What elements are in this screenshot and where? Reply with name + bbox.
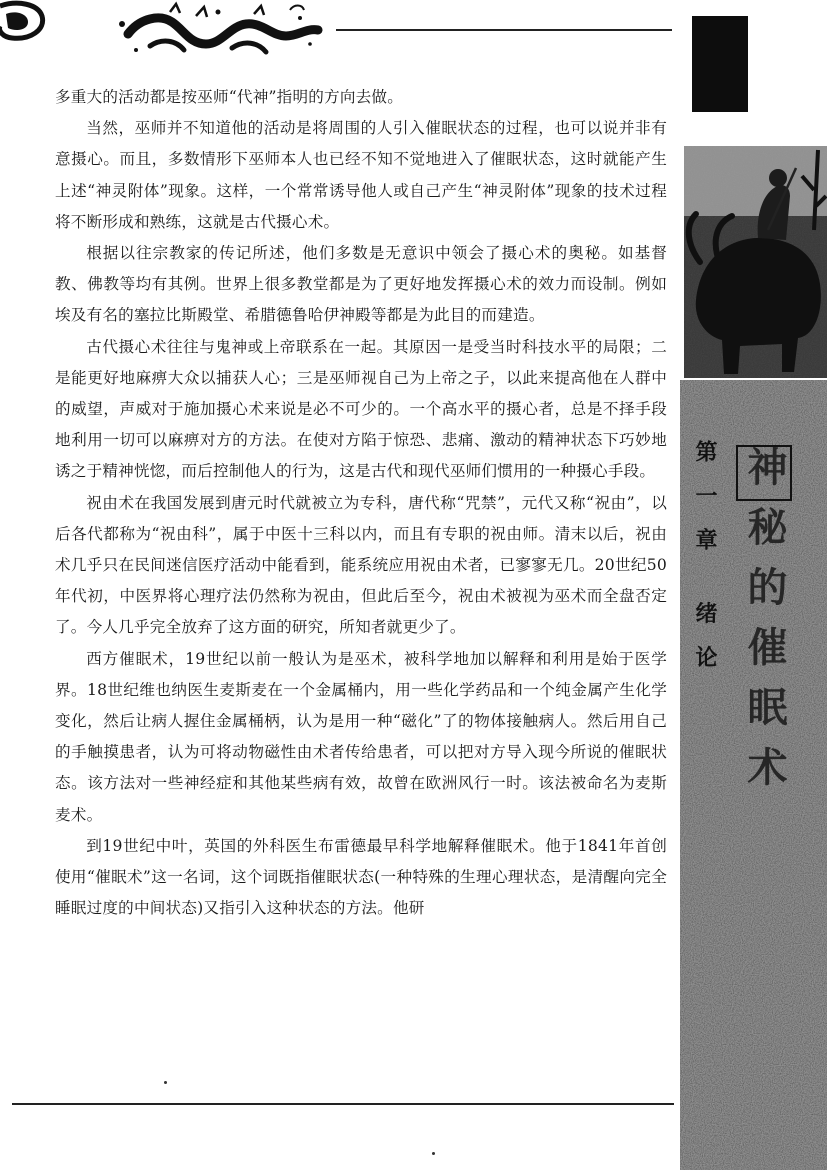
paragraph: 根据以往宗教家的传记所述，他们多数是无意识中领会了摄心术的奥秘。如基督教、佛教等均有其例。世界上很多教堂都是为了更好地发挥摄心术的效力而设制。例如埃及有名的塞拉比斯殿堂、希腊德鲁哈伊神殿等都是为此目的而建造。 [55,244,667,325]
paragraph: 到19世纪中叶，英国的外科医生布雷德最早科学地解释催眠术。他于1841年首创使用“催眠术”这一名词，这个词既指催眠状态(一种特殊的生理心理状态，是清醒向完全睡眠过度的中间状态)又指引入这种状态的方法。他研 [55,836,667,918]
paragraph: 西方催眠术，19世纪以前一般认为是巫术，被科学地加以解释和利用是始于医学界。18世纪维也纳医生麦斯麦在一个金属桶内，用一些化学药品和一个纯金属产生化学变化，然后让病人握住金属桶柄，认为是用一种“磁化”了的物体接触病人。然后用自己的手触摸患者，认为可将动物磁性由术者传给患者，可以把对方导入现今所说的催眠状态。该方法对一些神经症和其他某些病有效，故曾在欧洲风行一时。该法被命名为麦斯麦术。 [55,649,667,824]
paragraph: 多重大的活动都是按巫师“代神”指明的方向去做。 [55,88,404,106]
chapter-label: 第一章 绪论 [692,440,717,690]
scan-speck [164,1081,167,1084]
footer-rule [12,1103,674,1105]
page-header [0,0,690,70]
dragon-ornament-icon [0,0,340,70]
paragraph: 当然，巫师并不知道他的活动是将周围的人引入催眠状态的过程，也可以说并非有意摄心。而且，多数情形下巫师本人也已经不知不觉地进入了催眠状态，这时就能产生上述“神灵附体”现象。这样，一个常常诱导他人或自己产生“神灵附体”现象的技术过程将不断形成和熟练，这就是古代摄心术。 [55,119,667,231]
paragraph: 古代摄心术往往与鬼神或上帝联系在一起。其原因一是受当时科技水平的局限；二是能更好地麻痹大众以捕获人心；三是巫师视自己为上帝之子，以此来提高他在人群中的威望，声威对于施加摄心术来说是必不可少的。一个高水平的摄心者，总是不择手段地利用一切可以麻痹对方的方法。在使对方陷于惊恐、悲痛、激动的精神状态下巧妙地诱之于精神恍惚，而后控制他人的行为，这是古代和现代巫师们惯用的一种摄心手段。 [55,337,667,481]
chapter-tab-block [692,16,748,112]
header-rule [336,29,672,31]
book-title: 神秘的催眠术 [741,446,787,806]
main-text [55,82,667,924]
paragraph: 祝由术在我国发展到唐元时代就被立为专科，唐代称“咒禁”，元代又称“祝由”，以后各代都称为“祝由科”，属于中医十三科以内，而且有专职的祝由师。清末以后，祝由术几乎只在民间迷信医疗活动中能看到，能系统应用祝由术者，已寥寥无几。20世纪50年代初，中医界将心理疗法仍然称为祝由，但此后至今，祝由术被视为巫术而全盘否定了。今人几乎完全放弃了这方面的研究，所知者就更少了。 [55,493,667,637]
scan-speck [432,1152,435,1155]
